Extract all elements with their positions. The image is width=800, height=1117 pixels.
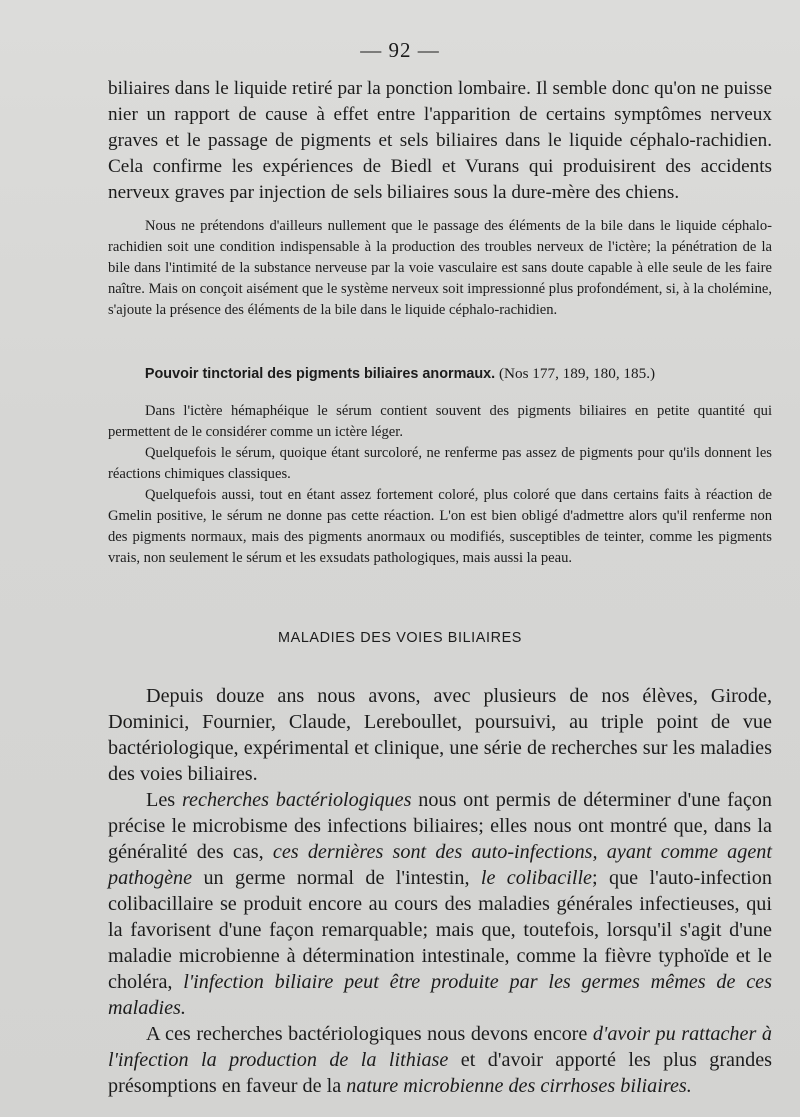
body-p2-text-3: un germe normal de l'intestin,: [192, 867, 481, 889]
body-p2-text-1: Les: [146, 789, 182, 811]
section-heading: [0, 365, 800, 383]
page-number: — 92 —: [360, 38, 440, 62]
body-p3-italic-2: nature microbienne des cirrhoses biliaires.: [346, 1075, 692, 1097]
section-paragraph-2: Quelquefois le sérum, quoique étant surcoloré, ne renferme pas assez de pigments pour qu'ils donnent les réactions chimiques classiques.: [108, 445, 772, 482]
body-p2-italic-2: ces dernières sont des auto-infections, ayant comme agent pathogène: [108, 841, 772, 889]
top-paragraph: biliaires dans le liquide retiré par la ponction lombaire. Il semble donc qu'on ne puisse nier un rapport de cause à effet entre l'apparition de certains symptômes nerveux graves et le passage de pigments et sels biliaires dans le liquide céphalo-rachidien. Cela confirme les expériences de Biedl et Vurans qui produisirent des accidents nerveux graves par injection de sels biliaires sous la dure-mère des chiens.: [108, 78, 772, 203]
body-p2-text-2: nous ont permis de déterminer d'une façon précise le microbisme des infections biliaires; elles nous ont montré que, dans la généralité des cas,: [108, 789, 772, 863]
chapter-heading: MALADIES DES VOIES BILIAIRES: [278, 630, 522, 646]
body-paragraph-2: [108, 787, 772, 1021]
body-p2-italic-1: recherches bactériologiques: [181, 789, 412, 811]
section-title: Pouvoir tinctorial des pigments biliaires anormaux.: [144, 366, 496, 382]
section-paragraph-1: Dans l'ictère hémaphéique le sérum contient souvent des pigments biliaires en petite quantité qui permettent de le considérer comme un ictère léger.: [108, 403, 772, 440]
body-p2-italic-4: l'infection biliaire peut être produite par les germes mêmes de ces maladies.: [108, 971, 773, 1019]
body-p3-text-2: et d'avoir apporté les plus grandes présomptions en faveur de la: [108, 1049, 773, 1097]
small-paragraph-block: [108, 216, 772, 321]
body-p2-text-4: ; que l'auto-infection colibacillaire se produit encore au cours des maladies générales infectieuses, qui la favorisent d'une façon remarquable; mais que, toutefois, lorsqu'il s'agit d'une maladie microbienne à détermination intestinale, comme la fièvre typhoïde et le choléra,: [108, 867, 772, 993]
body-paragraph-3: [108, 1021, 772, 1099]
body-p3-text-1: A ces recherches bactériologiques nous devons encore: [146, 1023, 593, 1045]
section-paragraph-3: Quelquefois aussi, tout en étant assez fortement coloré, plus coloré que dans certains faits à réaction de Gmelin positive, le sérum ne donne pas cette réaction. L'on est bien obligé d'admettre alors qu'il renferme non des pigments normaux, mais des pigments anormaux ou modifiés, susceptibles de teinter, comme les pigments vrais, non seulement le sérum et les exsudats pathologiques, mais aussi la peau.: [108, 487, 772, 566]
small-paragraph: Nous ne prétendons d'ailleurs nullement que le passage des éléments de la bile dans le liquide céphalo-rachidien soit une condition indispensable à la production des troubles nerveux de l'ictère; la pénétration de la bile dans l'intimité de la substance nerveuse par la voie vasculaire est sans doute capable à elle seule de les faire naître. Mais on conçoit aisément que le système nerveux soit impressionné plus profondément, si, à la cholémine, s'ajoute la présence des éléments de la bile dans le liquide céphalo-rachidien.: [108, 218, 772, 318]
top-paragraph-block: [108, 76, 772, 206]
section-body: [108, 401, 772, 569]
body-p2-italic-3: le colibacille: [480, 867, 593, 889]
section-refs: (Nos 177, 189, 180, 185.): [498, 365, 656, 382]
main-body: [108, 683, 772, 1099]
body-paragraph-1: Depuis douze ans nous avons, avec plusieurs de nos élèves, Girode, Dominici, Fournier, Claude, Lereboullet, poursuivi, au triple point de vue bactériologique, expérimental et clinique, une série de recherches sur les maladies des voies biliaires.: [108, 685, 772, 785]
body-p3-italic-1: d'avoir pu rattacher à l'infection la production de la lithiase: [108, 1023, 772, 1071]
